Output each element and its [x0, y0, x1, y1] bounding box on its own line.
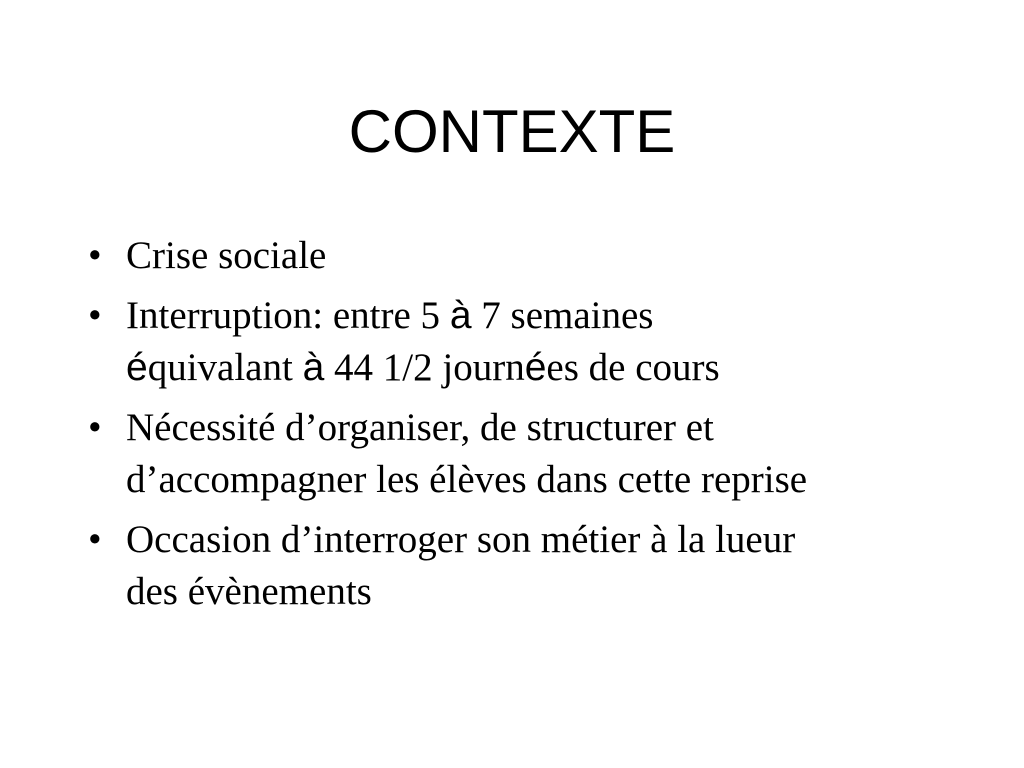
bullet-icon: •	[88, 234, 102, 277]
bullet-text-line1: Occasion d’interroger son métier à la lueur	[126, 518, 796, 561]
bullet-item-crise-sociale	[88, 230, 968, 282]
slide-title: CONTEXTE	[348, 98, 676, 165]
text-segment: é	[524, 346, 547, 389]
bullet-text-line1: Nécessité d’organiser, de structurer et	[126, 406, 714, 449]
text-segment: es de cours	[546, 346, 720, 389]
bullet-text: Crise sociale	[126, 234, 327, 277]
bullet-text-line2: d’accompagner les élèves dans cette reprise	[126, 458, 808, 501]
bullet-item-interruption	[88, 290, 968, 394]
text-segment: é	[126, 346, 148, 389]
text-segment: Interruption: entre 5	[126, 294, 450, 337]
bullet-item-occasion	[88, 514, 968, 618]
bullet-item-necessite	[88, 402, 968, 506]
bullet-text-line2: des évènements	[126, 570, 372, 613]
bullet-icon: •	[88, 518, 102, 561]
text-segment: à	[302, 346, 325, 389]
text-segment: quivalant	[147, 346, 303, 389]
bullet-icon: •	[88, 406, 102, 449]
text-segment: 7 semaines	[471, 294, 654, 337]
text-segment: 44 1/2 journ	[324, 346, 525, 389]
bullet-text-line1	[126, 294, 653, 337]
bullet-text-line2	[126, 346, 720, 389]
bullet-list	[88, 230, 968, 626]
text-segment: à	[449, 294, 472, 337]
bullet-icon: •	[88, 294, 102, 337]
